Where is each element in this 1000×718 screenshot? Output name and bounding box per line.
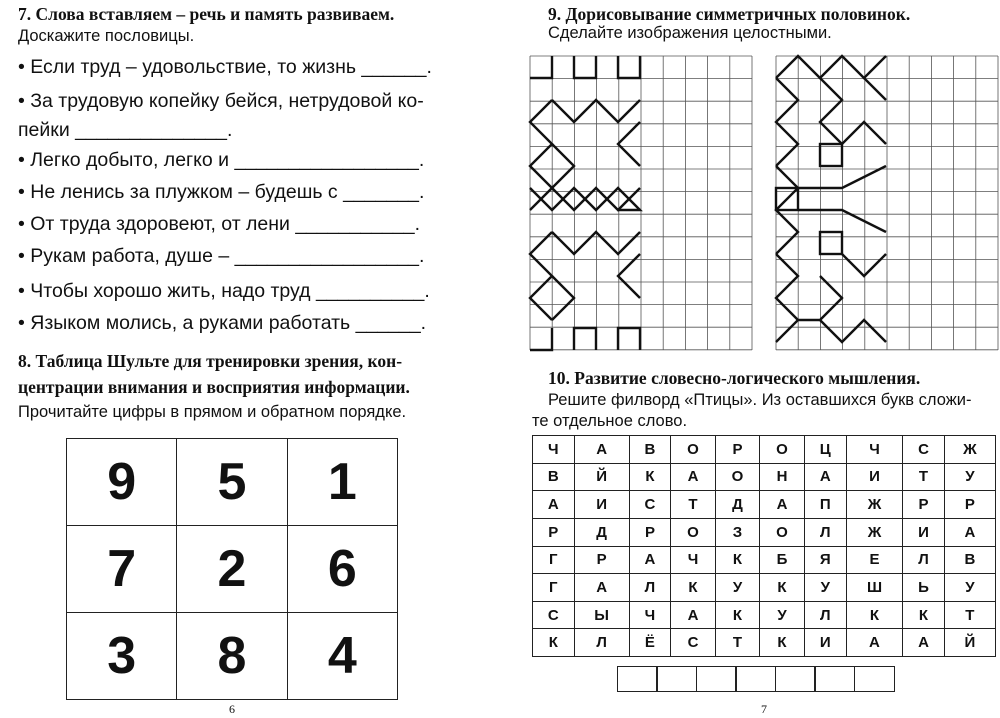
filword-cell[interactable]: К	[760, 574, 805, 602]
filword-cell[interactable]: Т	[715, 629, 760, 657]
filword-cell[interactable]: У	[760, 601, 805, 629]
filword-cell[interactable]: Ж	[944, 436, 995, 464]
filword-cell[interactable]: С	[671, 629, 716, 657]
half-pattern-right	[776, 56, 886, 342]
filword-grid	[532, 435, 996, 657]
answer-box[interactable]	[854, 666, 895, 692]
filword-cell[interactable]: Д	[715, 491, 760, 519]
answer-box[interactable]	[696, 666, 737, 692]
page-number-right: 7	[761, 702, 767, 716]
filword-cell[interactable]: Ч	[533, 436, 575, 464]
symmetry-grid-right	[776, 56, 1000, 350]
filword-row	[533, 546, 996, 574]
filword-cell[interactable]: Н	[760, 463, 805, 491]
filword-cell[interactable]: Т	[671, 491, 716, 519]
task10-title: 10. Развитие словесно-логического мышления.	[548, 368, 921, 388]
grid-lines	[530, 56, 752, 350]
task9-title: 9. Дорисовывание симметричных половинок.	[548, 4, 911, 24]
schulte-cell: 6	[287, 526, 397, 613]
filword-cell[interactable]: Г	[533, 574, 575, 602]
filword-cell[interactable]: О	[671, 436, 716, 464]
answer-box[interactable]	[775, 666, 816, 692]
task9-instruction: Сделайте изображения целостными.	[548, 24, 832, 42]
filword-cell[interactable]: А	[671, 463, 716, 491]
filword-cell[interactable]: Р	[629, 518, 671, 546]
proverb-line: • От труда здоровеют, от лени ___________.	[18, 213, 421, 235]
filword-cell[interactable]: С	[629, 491, 671, 519]
filword-cell[interactable]: И	[574, 491, 629, 519]
filword-cell[interactable]: К	[846, 601, 902, 629]
filword-cell[interactable]: Ж	[846, 518, 902, 546]
filword-cell[interactable]: О	[760, 436, 805, 464]
filword-row	[533, 436, 996, 464]
schulte-table	[66, 438, 398, 700]
schulte-row	[67, 439, 398, 526]
filword-cell[interactable]: Ж	[846, 491, 902, 519]
schulte-row	[67, 613, 398, 700]
schulte-cell: 3	[67, 613, 177, 700]
task8-instruction: Прочитайте цифры в прямом и обратном порядке.	[18, 403, 407, 421]
filword-cell[interactable]: Ё	[629, 629, 671, 657]
filword-cell[interactable]: У	[804, 574, 846, 602]
answer-box[interactable]	[617, 666, 658, 692]
page-number-left: 6	[229, 702, 235, 716]
filword-row	[533, 518, 996, 546]
filword-row	[533, 491, 996, 519]
task8-title-line1: 8. Таблица Шульте для тренировки зрения, кон-	[18, 351, 403, 371]
filword-row	[533, 463, 996, 491]
proverb-line: • Чтобы хорошо жить, надо труд __________.	[18, 280, 430, 302]
schulte-cell: 4	[287, 613, 397, 700]
filword-cell[interactable]: Ц	[804, 436, 846, 464]
filword-cell[interactable]: Й	[574, 463, 629, 491]
filword-cell[interactable]: У	[944, 463, 995, 491]
filword-cell[interactable]: Т	[944, 601, 995, 629]
filword-cell[interactable]: Р	[715, 436, 760, 464]
filword-cell[interactable]: Л	[804, 518, 846, 546]
answer-boxes	[618, 666, 895, 692]
filword-cell[interactable]: С	[533, 601, 575, 629]
filword-cell[interactable]: А	[846, 629, 902, 657]
proverb-line: • Не ленись за плужком – будешь с _______.	[18, 181, 425, 203]
filword-cell[interactable]: К	[715, 601, 760, 629]
schulte-cell: 7	[67, 526, 177, 613]
proverb-line: • Если труд – удовольствие, то жизнь ______.	[18, 56, 432, 78]
filword-cell[interactable]: А	[671, 601, 716, 629]
filword-cell[interactable]: Ч	[671, 546, 716, 574]
filword-cell[interactable]: О	[671, 518, 716, 546]
proverb-line: • Языком молись, а руками работать ______.	[18, 312, 427, 334]
filword-cell[interactable]: П	[804, 491, 846, 519]
schulte-cell: 1	[287, 439, 397, 526]
filword-cell[interactable]: А	[574, 574, 629, 602]
filword-cell[interactable]: Е	[846, 546, 902, 574]
proverb-line: • Легко добыто, легко и _________________.	[18, 149, 425, 171]
filword-cell[interactable]: Л	[903, 546, 945, 574]
filword-cell[interactable]: Р	[903, 491, 945, 519]
task7-instruction: Доскажите пословицы.	[18, 27, 195, 45]
filword-row	[533, 601, 996, 629]
proverb-line: пейки ______________.	[18, 119, 233, 141]
filword-row	[533, 574, 996, 602]
filword-cell[interactable]: Ш	[846, 574, 902, 602]
filword-cell[interactable]: В	[533, 463, 575, 491]
proverb-line: • За трудовую копейку бейся, нетрудовой ко-	[18, 90, 424, 112]
task8-title-line2: центрации внимания и восприятия информации.	[18, 377, 410, 397]
answer-box[interactable]	[814, 666, 855, 692]
filword-cell[interactable]: И	[846, 463, 902, 491]
schulte-cell: 2	[177, 526, 287, 613]
filword-cell[interactable]: Р	[533, 518, 575, 546]
filword-cell[interactable]: С	[903, 436, 945, 464]
filword-cell[interactable]: Й	[944, 629, 995, 657]
filword-row	[533, 629, 996, 657]
filword-cell[interactable]: Ь	[903, 574, 945, 602]
schulte-cell: 9	[67, 439, 177, 526]
filword-cell[interactable]: Р	[574, 546, 629, 574]
filword-cell[interactable]: Я	[804, 546, 846, 574]
filword-cell[interactable]: И	[903, 518, 945, 546]
filword-cell[interactable]: Ч	[629, 601, 671, 629]
filword-cell[interactable]: А	[629, 546, 671, 574]
filword-cell[interactable]: Ы	[574, 601, 629, 629]
filword-cell[interactable]: З	[715, 518, 760, 546]
symmetry-grid-left	[530, 56, 754, 350]
grid-lines	[776, 56, 998, 350]
filword-cell[interactable]: Ч	[846, 436, 902, 464]
filword-cell[interactable]: Р	[944, 491, 995, 519]
task7-title: 7. Слова вставляем – речь и память развиваем.	[18, 4, 395, 24]
filword-cell[interactable]: Г	[533, 546, 575, 574]
filword-cell[interactable]: К	[671, 574, 716, 602]
answer-box[interactable]	[656, 666, 697, 692]
filword-cell[interactable]: К	[715, 546, 760, 574]
filword-cell[interactable]: Л	[629, 574, 671, 602]
filword-cell[interactable]: Л	[574, 629, 629, 657]
filword-cell[interactable]: У	[715, 574, 760, 602]
answer-box[interactable]	[735, 666, 776, 692]
task10-instruction-line1: Решите филворд «Птицы». Из оставшихся букв сложи-	[548, 391, 972, 409]
filword-cell[interactable]: К	[760, 629, 805, 657]
filword-cell[interactable]: В	[629, 436, 671, 464]
filword-cell[interactable]: К	[903, 601, 945, 629]
filword-cell[interactable]: А	[804, 463, 846, 491]
filword-cell[interactable]: А	[533, 491, 575, 519]
filword-cell[interactable]: О	[760, 518, 805, 546]
schulte-cell: 8	[177, 613, 287, 700]
filword-cell[interactable]: И	[804, 629, 846, 657]
half-pattern-left	[530, 56, 640, 350]
filword-cell[interactable]: А	[760, 491, 805, 519]
filword-cell[interactable]: А	[903, 629, 945, 657]
filword-cell[interactable]: Д	[574, 518, 629, 546]
filword-cell[interactable]: А	[944, 518, 995, 546]
filword-cell[interactable]: Л	[804, 601, 846, 629]
filword-cell[interactable]: К	[629, 463, 671, 491]
filword-cell[interactable]: О	[715, 463, 760, 491]
filword-cell[interactable]: В	[944, 546, 995, 574]
filword-cell[interactable]: К	[533, 629, 575, 657]
proverb-line: • Рукам работа, душе – _________________.	[18, 245, 425, 267]
filword-cell[interactable]: У	[944, 574, 995, 602]
filword-cell[interactable]: Т	[903, 463, 945, 491]
schulte-row	[67, 526, 398, 613]
task10-instruction-line2: те отдельное слово.	[532, 412, 688, 430]
schulte-cell: 5	[177, 439, 287, 526]
filword-cell[interactable]: А	[574, 436, 629, 464]
filword-cell[interactable]: Б	[760, 546, 805, 574]
